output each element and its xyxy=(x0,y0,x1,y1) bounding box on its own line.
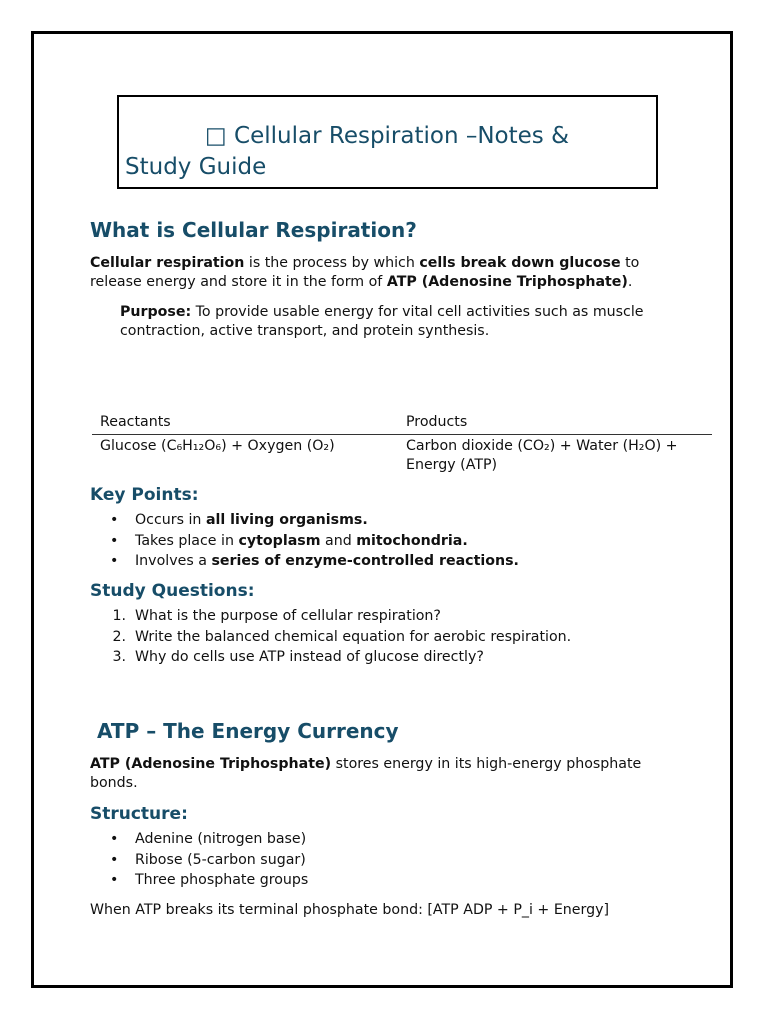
key-points-list xyxy=(90,510,690,572)
list-item xyxy=(90,551,690,572)
purpose-text: To provide usable energy for vital cell activities such as muscle contraction, active transport, and protein synthesis. xyxy=(120,304,644,339)
table-header-products: Products xyxy=(398,412,712,435)
bullet-icon: • xyxy=(110,872,119,888)
document-page xyxy=(31,31,733,988)
page-title xyxy=(125,121,645,183)
intro-text-2: to release energy and store it in the form of xyxy=(90,255,640,290)
atp-heading: ATP – The Energy Currency xyxy=(97,719,399,743)
term-atp-full: ATP (Adenosine Triphosphate) xyxy=(90,756,332,772)
atp-equation-text: When ATP breaks its terminal phosphate bond: [ATP ADP + P_i + Energy] xyxy=(90,902,610,918)
list-item-text: Takes place in xyxy=(135,532,239,549)
intro-paragraph xyxy=(90,254,680,292)
list-item-text: What is the purpose of cellular respiration? xyxy=(135,608,441,624)
list-item xyxy=(90,531,690,552)
list-item-text: Occurs in xyxy=(135,512,206,528)
bullet-icon: • xyxy=(110,831,119,847)
list-item-bold: mitochondria. xyxy=(356,532,468,549)
bullet-icon: • xyxy=(110,553,119,569)
list-item xyxy=(90,627,690,648)
reactants-products-table xyxy=(92,412,712,477)
intro-text-1: is the process by which xyxy=(244,255,420,271)
list-item-text: and xyxy=(320,532,357,549)
list-item-text: Write the balanced chemical equation for aerobic respiration. xyxy=(135,628,572,645)
bullet-icon: • xyxy=(110,851,119,868)
purpose-paragraph xyxy=(120,303,665,341)
list-item-bold: all living organisms. xyxy=(205,512,368,528)
list-number: 3. xyxy=(112,649,126,665)
table-cell-products: Carbon dioxide (CO₂) + Water (H₂O) + Energy (ATP) xyxy=(406,438,678,473)
study-questions-list xyxy=(90,606,690,668)
list-item xyxy=(90,606,690,627)
structure-heading: Structure: xyxy=(90,804,188,824)
list-item-bold: cytoplasm xyxy=(238,532,321,549)
list-item-text: Adenine (nitrogen base) xyxy=(135,831,307,847)
term-break-down-glucose: cells break down glucose xyxy=(419,255,621,271)
bullet-icon: • xyxy=(110,512,119,528)
section-heading-what-is: What is Cellular Respiration? xyxy=(90,218,417,242)
list-item xyxy=(90,850,690,871)
list-item-text: Ribose (5-carbon sugar) xyxy=(135,851,306,868)
term-cellular-respiration: Cellular respiration xyxy=(90,255,245,271)
list-item xyxy=(90,870,690,891)
list-number: 2. xyxy=(112,628,126,645)
list-item-text: Three phosphate groups xyxy=(135,872,309,888)
document-icon: □ xyxy=(205,123,227,149)
list-item xyxy=(90,510,690,531)
table-cell-reactants: Glucose (C₆H₁₂O₆) + Oxygen (O₂) xyxy=(100,438,335,454)
key-points-heading: Key Points: xyxy=(90,485,199,505)
title-box xyxy=(117,95,658,189)
title-line-2: Study Guide xyxy=(125,154,267,180)
term-atp: ATP (Adenosine Triphosphate) xyxy=(386,274,628,290)
atp-text: stores energy in its high-energy phosphate bonds. xyxy=(90,756,642,791)
structure-list xyxy=(90,829,690,891)
list-item xyxy=(90,647,690,668)
study-questions-heading: Study Questions: xyxy=(90,581,255,601)
list-item-bold: series of enzyme-controlled reactions. xyxy=(211,553,519,569)
title-line-1: Cellular Respiration –Notes & xyxy=(234,123,570,149)
purpose-label: Purpose: xyxy=(120,304,192,320)
list-number: 1. xyxy=(112,608,126,624)
bullet-icon: • xyxy=(110,532,119,549)
atp-paragraph xyxy=(90,755,650,793)
table-row xyxy=(92,435,712,478)
list-item xyxy=(90,829,690,850)
intro-text-3: . xyxy=(627,274,633,290)
list-item-text: Involves a xyxy=(135,553,212,569)
table-header-reactants: Reactants xyxy=(92,412,398,435)
list-item-text: Why do cells use ATP instead of glucose directly? xyxy=(135,649,484,665)
